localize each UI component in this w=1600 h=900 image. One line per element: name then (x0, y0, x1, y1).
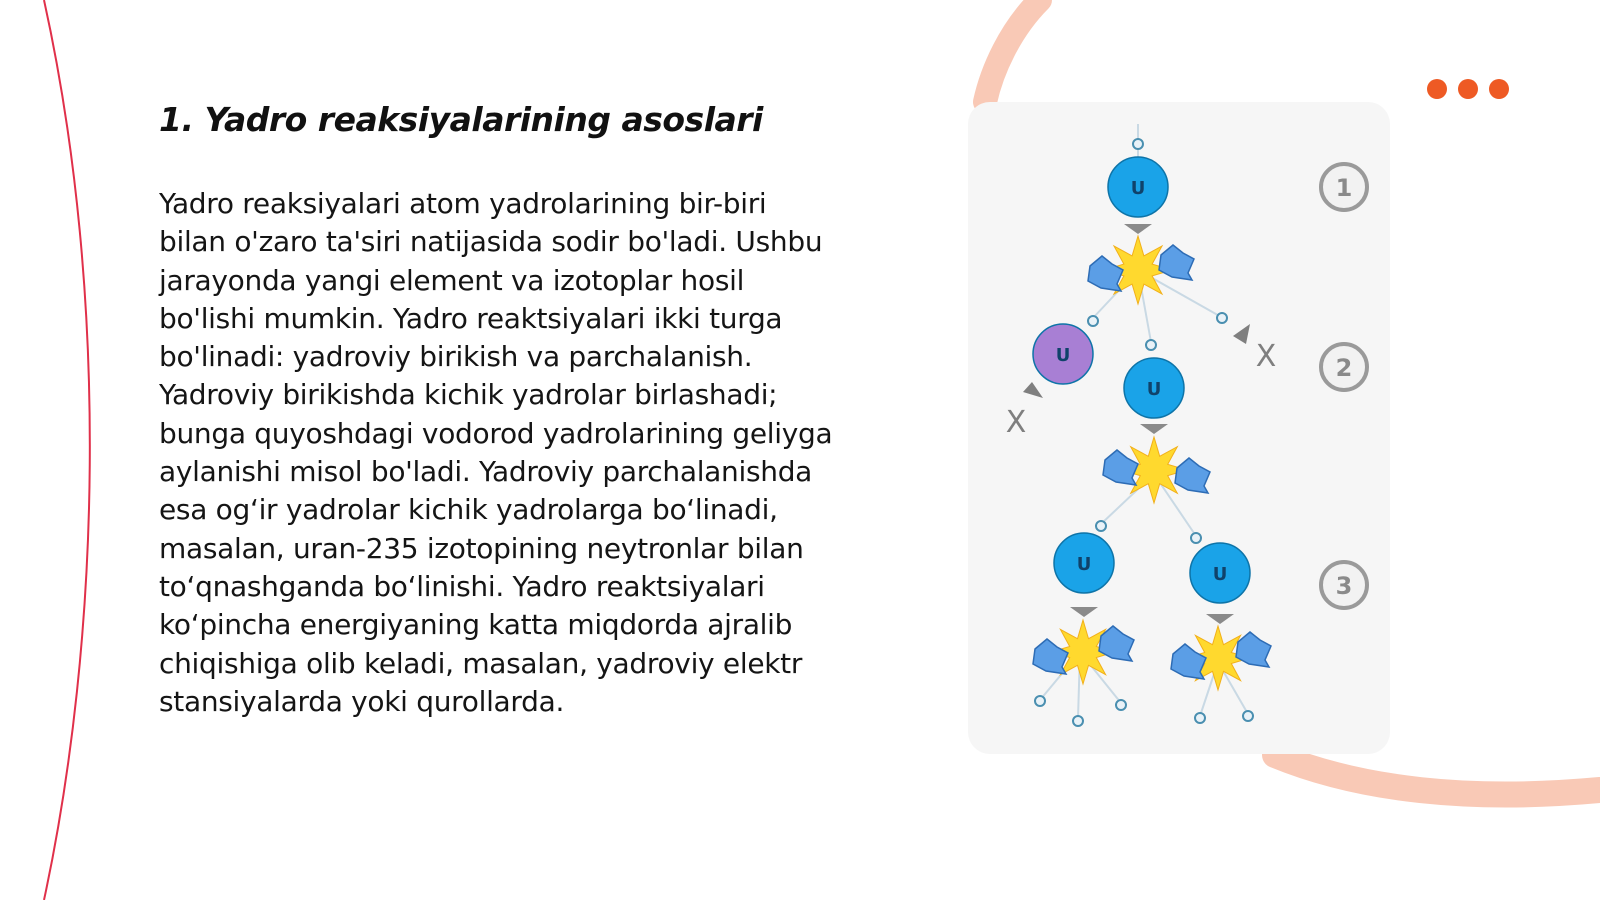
fragment-icon (1159, 245, 1194, 280)
nucleus-label: U (1130, 178, 1146, 199)
arrow-down-icon (1124, 224, 1152, 234)
menu-dot (1458, 79, 1478, 99)
menu-dots (1427, 79, 1509, 99)
menu-dot (1427, 79, 1447, 99)
absorbed-x-mark: X (1255, 339, 1277, 374)
stage-number: 3 (1335, 572, 1353, 600)
menu-dot (1489, 79, 1509, 99)
neutron-icon (1191, 533, 1201, 543)
neutron-icon (1217, 313, 1227, 323)
neutron-icon (1088, 316, 1098, 326)
arrow-down-icon (1070, 607, 1098, 617)
neutron-icon (1096, 521, 1106, 531)
arrow-down-icon (1206, 614, 1234, 624)
neutron-icon (1243, 711, 1253, 721)
stage-number: 1 (1335, 174, 1353, 202)
neutron-icon (1116, 700, 1126, 710)
stage-number: 2 (1335, 354, 1353, 382)
nucleus-label: U (1146, 379, 1162, 400)
nucleus-label: U (1055, 345, 1071, 366)
fragment-icon (1033, 639, 1068, 674)
nucleus-label: U (1212, 564, 1228, 585)
arrow-down-icon (1140, 424, 1168, 434)
fragment-icon (1171, 644, 1206, 679)
absorbed-x-mark: X (1005, 405, 1027, 440)
neutron-icon (1195, 713, 1205, 723)
top-arc (985, 0, 1040, 102)
fission-diagram-svg (968, 102, 1390, 754)
fragment-icon (1103, 450, 1138, 485)
arrow-icon (1233, 324, 1250, 344)
fragment-icon (1088, 256, 1123, 291)
arrow-icon (1023, 382, 1043, 398)
fragment-icon (1236, 632, 1271, 667)
bottom-arc (1275, 755, 1600, 795)
neutron-icon (1035, 696, 1045, 706)
slide-title: 1. Yadro reaksiyalarining asoslari (159, 100, 763, 139)
slide-body-text: Yadro reaksiyalari atom yadrolarining bir-biri bilan o'zaro ta'siri natijasida sodir bo'ladi. Ushbu jarayonda yangi element va izotoplar hosil bo'lishi mumkin. Yadro reaktsiyalari ikki turga bo'linadi: yadroviy birikish va parchalanish. Yadroviy birikishda kichik yadrolar birlashadi; bunga quyoshdagi vodorod yadrolarining geliyga aylanishi misol bo'ladi. Yadroviy parchalanishda esa og‘ir yadrolar kichik yadrolarga bo‘linadi, masalan, uran-235 izotopining neytronlar bilan to‘qnashganda bo‘linishi. Yadro reaktsiyalari ko‘pincha energiyaning katta miqdorda ajralib chiqishiga olib keladi, masalan, yadroviy elektr stansiyalarda yoki qurollarda. (159, 187, 833, 718)
fragment-icon (1175, 458, 1210, 493)
nucleus-label: U (1076, 554, 1092, 575)
neutron-icon (1133, 139, 1143, 149)
neutron-icon (1073, 716, 1083, 726)
fission-chain-diagram (968, 102, 1390, 754)
left-accent-curve (44, 0, 90, 900)
neutron-icon (1146, 340, 1156, 350)
